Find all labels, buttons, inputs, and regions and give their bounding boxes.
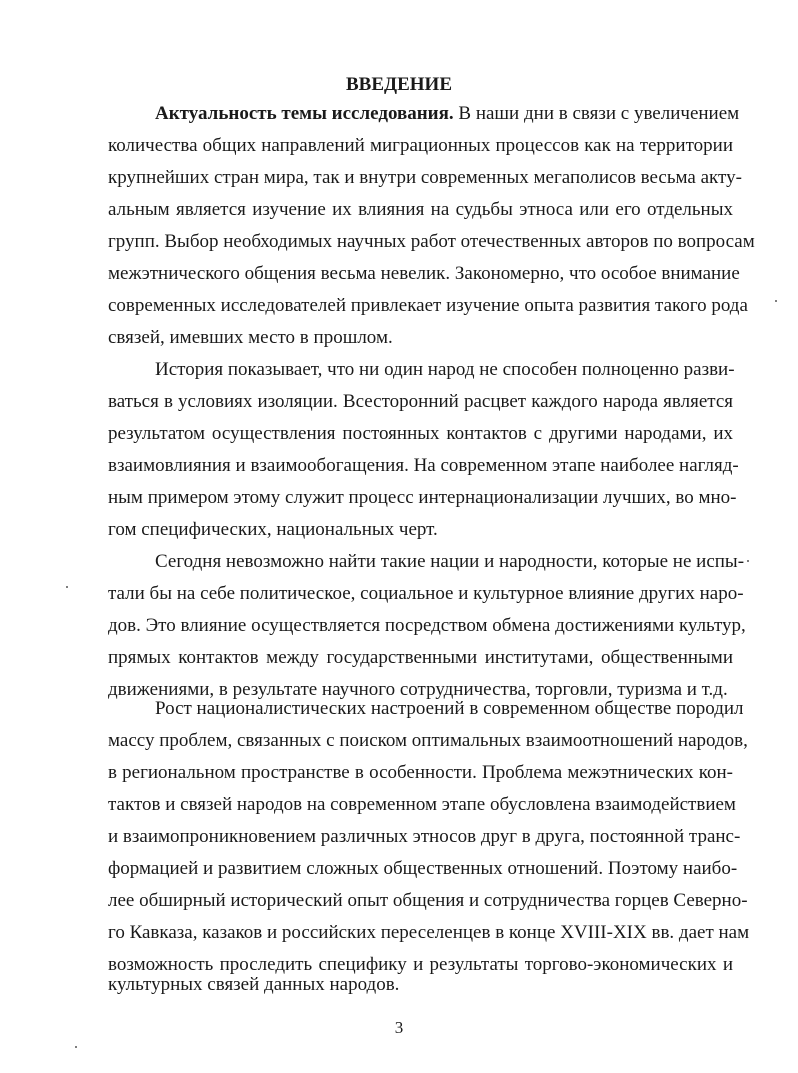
text-line: межэтнического общения весьма невелик. Закономерно, что особое внимание xyxy=(108,263,740,284)
text-line: культурных связей данных народов. xyxy=(108,974,400,995)
text-line: ным примером этому служит процесс интернационализации лучших, во мно- xyxy=(108,487,737,508)
text-line: результатом осуществления постоянных контактов с другими народами, их xyxy=(108,423,733,444)
text-line: в региональном пространстве в особенности. Проблема межэтнических кон- xyxy=(108,762,733,783)
text-line: формацией и развитием сложных общественных отношений. Поэтому наибо- xyxy=(108,858,738,879)
text-line: тактов и связей народов на современном этапе обусловлена взаимодействием xyxy=(108,794,736,815)
text-line: возможность проследить специфику и результаты торгово-экономических и xyxy=(108,954,733,975)
text-line: дов. Это влияние осуществляется посредством обмена достижениями культур, xyxy=(108,615,746,636)
text-line: прямых контактов между государственными институтами, общественными xyxy=(108,647,733,668)
text-line: взаимовлияния и взаимообогащения. На современном этапе наиболее нагляд- xyxy=(108,455,739,476)
text-line: крупнейших стран мира, так и внутри современных мегаполисов весьма акту- xyxy=(108,167,742,188)
text-line: ваться в условиях изоляции. Всесторонний расцвет каждого народа является xyxy=(108,391,733,412)
text-line: История показывает, что ни один народ не способен полноценно разви- xyxy=(155,359,735,380)
page-heading: ВВЕДЕНИЕ xyxy=(346,74,452,95)
text-line: современных исследователей привлекает изучение опыта развития такого рода xyxy=(108,295,748,316)
scan-speck xyxy=(747,560,749,562)
text-line: тали бы на себе политическое, социальное и культурное влияние других наро- xyxy=(108,583,744,604)
text-line: групп. Выбор необходимых научных работ отечественных авторов по вопросам xyxy=(108,231,755,252)
text-line: Рост националистических настроений в современном обществе породил xyxy=(155,698,744,719)
scan-speck xyxy=(775,300,777,302)
text-line: движениями, в результате научного сотрудничества, торговли, туризма и т.д. xyxy=(108,679,728,700)
page-number: 3 xyxy=(394,1018,404,1037)
text-line: гом специфических, национальных черт. xyxy=(108,519,438,540)
text-line: количества общих направлений миграционных процессов как на территории xyxy=(108,135,733,156)
text-line: Актуальность темы исследования. В наши дни в связи с увеличением xyxy=(155,103,740,124)
lead-phrase: Актуальность темы исследования. xyxy=(155,103,454,124)
text-line: связей, имевших место в прошлом. xyxy=(108,327,393,348)
text-line: го Кавказа, казаков и российских переселенцев в конце XVIII-XIX вв. дает нам xyxy=(108,922,750,943)
scan-speck xyxy=(75,1046,77,1048)
text-line: массу проблем, связанных с поиском оптимальных взаимоотношений народов, xyxy=(108,730,748,751)
scan-speck xyxy=(66,586,68,588)
text-line: лее обширный исторический опыт общения и сотрудничества горцев Северно- xyxy=(108,890,748,911)
text-line: Сегодня невозможно найти такие нации и народности, которые не испы- xyxy=(155,551,745,572)
text-line: альным является изучение их влияния на судьбы этноса или его отдельных xyxy=(108,199,733,220)
text-line: и взаимопроникновением различных этносов друг в друга, постоянной транс- xyxy=(108,826,741,847)
